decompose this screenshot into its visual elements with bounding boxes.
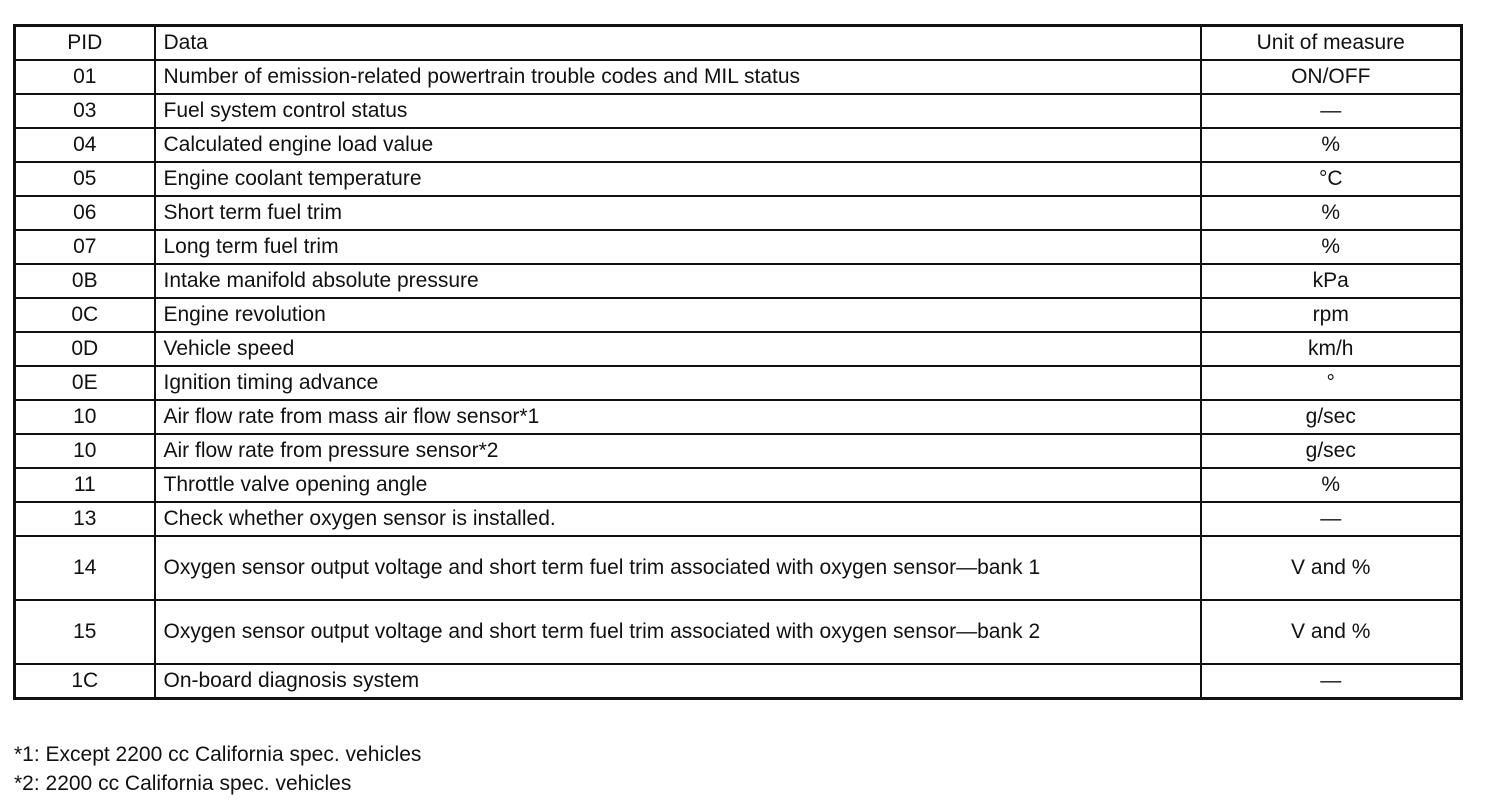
cell-pid: 04 <box>15 128 155 162</box>
cell-unit: km/h <box>1201 332 1462 366</box>
cell-unit: % <box>1201 230 1462 264</box>
cell-unit: % <box>1201 196 1462 230</box>
cell-data: Intake manifold absolute pressure <box>155 264 1201 298</box>
cell-unit: — <box>1201 502 1462 536</box>
cell-data: Number of emission-related powertrain trouble codes and MIL status <box>155 60 1201 94</box>
cell-unit: °C <box>1201 162 1462 196</box>
cell-pid: 0E <box>15 366 155 400</box>
table-row <box>15 536 1462 600</box>
table-row <box>15 60 1462 94</box>
cell-data: Throttle valve opening angle <box>155 468 1201 502</box>
cell-data: Long term fuel trim <box>155 230 1201 264</box>
cell-unit: rpm <box>1201 298 1462 332</box>
cell-unit: g/sec <box>1201 434 1462 468</box>
cell-data: On-board diagnosis system <box>155 664 1201 699</box>
cell-pid: 0D <box>15 332 155 366</box>
table-row <box>15 400 1462 434</box>
cell-pid: 06 <box>15 196 155 230</box>
cell-pid: 1C <box>15 664 155 699</box>
cell-pid: 03 <box>15 94 155 128</box>
table-row <box>15 298 1462 332</box>
table-row <box>15 468 1462 502</box>
cell-unit: V and % <box>1201 536 1462 600</box>
table-row <box>15 434 1462 468</box>
footnote-2: *2: 2200 cc California spec. vehicles <box>14 772 352 795</box>
header-unit: Unit of measure <box>1201 26 1462 61</box>
cell-pid: 10 <box>15 400 155 434</box>
cell-data: Short term fuel trim <box>155 196 1201 230</box>
cell-pid: 10 <box>15 434 155 468</box>
table-row <box>15 366 1462 400</box>
table-row <box>15 230 1462 264</box>
cell-data: Check whether oxygen sensor is installed. <box>155 502 1201 536</box>
cell-unit: % <box>1201 128 1462 162</box>
cell-data: Fuel system control status <box>155 94 1201 128</box>
table-row <box>15 94 1462 128</box>
cell-data: Air flow rate from mass air flow sensor*1 <box>155 400 1201 434</box>
cell-pid: 07 <box>15 230 155 264</box>
cell-data: Engine revolution <box>155 298 1201 332</box>
cell-pid: 13 <box>15 502 155 536</box>
header-data: Data <box>155 26 1201 61</box>
cell-unit: kPa <box>1201 264 1462 298</box>
cell-pid: 11 <box>15 468 155 502</box>
header-pid: PID <box>15 26 155 61</box>
cell-pid: 14 <box>15 536 155 600</box>
cell-unit: — <box>1201 94 1462 128</box>
cell-data: Air flow rate from pressure sensor*2 <box>155 434 1201 468</box>
table-row <box>15 264 1462 298</box>
footnotes <box>14 740 421 798</box>
cell-pid: 0B <box>15 264 155 298</box>
cell-unit: ° <box>1201 366 1462 400</box>
cell-data: Engine coolant temperature <box>155 162 1201 196</box>
cell-pid: 01 <box>15 60 155 94</box>
cell-unit: ON/OFF <box>1201 60 1462 94</box>
table-row <box>15 600 1462 664</box>
cell-pid: 15 <box>15 600 155 664</box>
cell-data: Ignition timing advance <box>155 366 1201 400</box>
cell-data: Vehicle speed <box>155 332 1201 366</box>
table-row <box>15 162 1462 196</box>
cell-unit: % <box>1201 468 1462 502</box>
table-row <box>15 128 1462 162</box>
cell-unit: g/sec <box>1201 400 1462 434</box>
cell-pid: 0C <box>15 298 155 332</box>
table-row <box>15 502 1462 536</box>
footnote-1: *1: Except 2200 cc California spec. vehicles <box>14 743 422 766</box>
table-row <box>15 332 1462 366</box>
table-row <box>15 664 1462 699</box>
cell-unit: — <box>1201 664 1462 699</box>
cell-data: Oxygen sensor output voltage and short term fuel trim associated with oxygen sensor—bank 2 <box>155 600 1201 664</box>
table-row <box>15 196 1462 230</box>
table-header-row <box>15 26 1462 61</box>
cell-data: Oxygen sensor output voltage and short term fuel trim associated with oxygen sensor—bank 1 <box>155 536 1201 600</box>
cell-unit: V and % <box>1201 600 1462 664</box>
pid-table-container <box>13 24 1460 700</box>
cell-pid: 05 <box>15 162 155 196</box>
cell-data: Calculated engine load value <box>155 128 1201 162</box>
pid-table <box>13 24 1463 700</box>
